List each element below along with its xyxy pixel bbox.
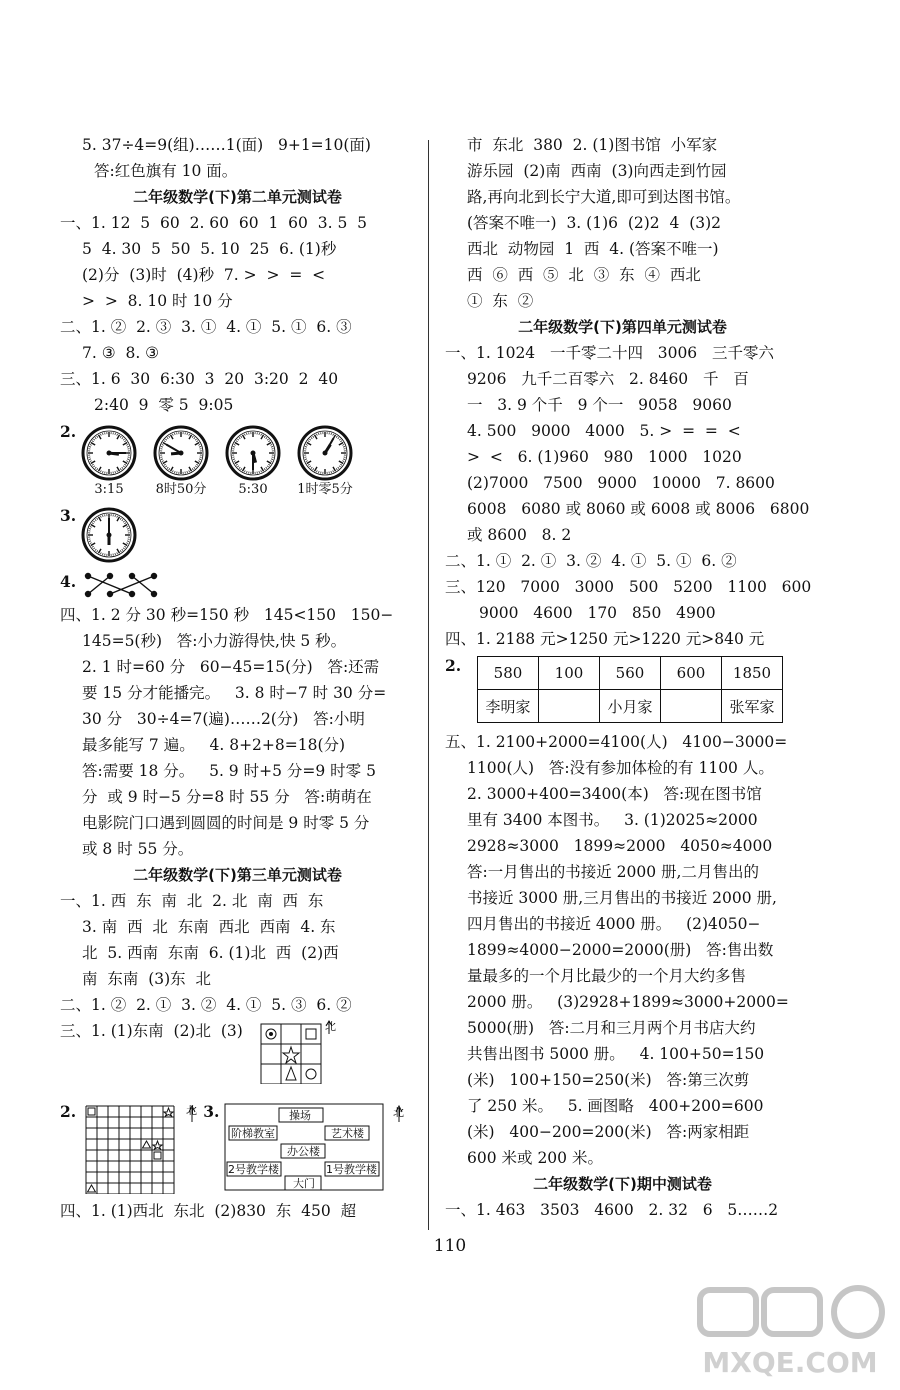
distance-table-answer — [445, 656, 800, 723]
page-number: 110 — [433, 1236, 467, 1256]
clock-time-label: 3:15 — [94, 482, 124, 497]
clock-six — [80, 506, 138, 568]
answer-line: > < 6. (1)960 980 1000 1020 — [467, 448, 742, 466]
section-title: 二年级数学(下)期中测试卷 — [533, 1175, 712, 1193]
answer-line: 3. 南 西 北 东南 西北 西南 4. 东 — [82, 918, 336, 936]
direction-q1 — [60, 1018, 415, 1084]
answer-line: 或 8600 8. 2 — [467, 526, 572, 544]
answer-line: 一、1. 西 东 南 北 2. 北 南 西 东 — [60, 892, 324, 910]
table-cell: 小月家 — [600, 690, 661, 723]
answer-line: 2000 册。 (3)2928+1899≈3000+2000= — [467, 993, 789, 1011]
table-cell: 580 — [478, 657, 539, 690]
answer-line: 四、1. (1)西北 东北 (2)830 东 450 超 — [60, 1202, 357, 1220]
answer-line: > > 8. 10 时 10 分 — [82, 292, 233, 310]
answer-line: 1100(人) 答:没有参加体检的有 1100 人。 — [467, 759, 774, 777]
answer-line: 答:需要 18 分。 5. 9 时+5 分=9 时零 5 — [82, 762, 376, 780]
answer-line: 30 分 30÷4=7(遍)……2(分) 答:小明 — [82, 710, 365, 728]
answer-line: 600 米或 200 米。 — [467, 1149, 603, 1167]
left-lines-2 — [60, 602, 415, 1018]
answer-line: 9000 4600 170 850 4900 — [479, 604, 716, 622]
column-divider — [428, 140, 429, 1230]
answer-line: 二、1. ① 2. ① 3. ② 4. ① 5. ① 6. ② — [445, 552, 737, 570]
answer-line: (米) 100+150=250(米) 答:第三次剪 — [467, 1071, 750, 1089]
answer-line: 了 250 米。 5. 画图略 400+200=600 — [467, 1097, 764, 1115]
clock-face — [152, 424, 210, 482]
answer-line: 量最多的一个月比最少的一个月大约多售 — [467, 967, 747, 985]
answer-line: 里有 3400 本图书。 3. (1)2025≈2000 — [467, 811, 758, 829]
answer-line: 4. 500 9000 4000 5. > = = < — [467, 422, 741, 440]
answer-line: 6008 6080 或 8060 或 6008 或 8006 6800 — [467, 500, 810, 518]
answer-line: 最多能写 7 遍。 4. 8+2+8=18(分) — [82, 736, 346, 754]
map-answers — [60, 1102, 415, 1198]
clock-answer-3 — [60, 506, 415, 568]
matching-answer — [60, 572, 415, 602]
answer-line: 四、1. 2188 元>1250 元>1220 元>840 元 — [445, 630, 765, 648]
answer-line: 共售出图书 5000 册。 4. 100+50=150 — [467, 1045, 765, 1063]
question-number: 4. — [60, 572, 77, 591]
clock-item — [224, 424, 282, 498]
answer-line: (米) 400−200=200(米) 答:两家相距 — [467, 1123, 750, 1141]
clock-face — [80, 506, 138, 564]
table-cell: 600 — [661, 657, 722, 690]
clock-face — [80, 424, 138, 482]
grid-map — [80, 1102, 198, 1194]
question-number: 2. — [60, 1102, 77, 1121]
answer-line: 2928≈3000 1899≈2000 4050≈4000 — [467, 837, 773, 855]
answer-line: 五、1. 2100+2000=4100(人) 4100−3000= — [445, 733, 788, 751]
symbol-grid — [245, 1018, 337, 1084]
answer-line: 书接近 3000 册,三月售出的书接近 2000 册, — [467, 889, 777, 907]
answer-line: 二、1. ② 2. ③ 3. ① 4. ① 5. ① 6. ③ — [60, 318, 352, 336]
right-lines-1 — [445, 132, 812, 652]
answer-line: 一、1. 1024 一千零二十四 3006 三千零六 — [445, 344, 774, 362]
question-number: 3. — [60, 506, 77, 525]
right-column — [445, 132, 812, 1223]
direction-q1-text: 三、1. (1)东南 (2)北 (3) — [60, 1022, 243, 1040]
answer-line: 2. 1 时=60 分 60−45=15(分) 答:还需 — [82, 658, 380, 676]
place-label: 阶梯教室 — [230, 1127, 275, 1140]
answer-line: 7. ③ 8. ③ — [82, 344, 160, 362]
table-cell — [539, 690, 600, 723]
answer-line: (2)分 (3)时 (4)秒 7. > > = < — [82, 266, 326, 284]
answer-line: 5 4. 30 5 50 5. 10 25 6. (1)秒 — [82, 240, 337, 258]
answer-line: 三、120 7000 3000 500 5200 1100 600 — [445, 578, 812, 596]
answer-line: 5. 37÷4=9(组)……1(面) 9+1=10(面) — [82, 136, 371, 154]
answer-line: 四月售出的书接近 4000 册。 (2)4050− — [467, 915, 761, 933]
place-label: 办公楼 — [286, 1145, 320, 1158]
watermark-text: MXQE.COM — [702, 1346, 878, 1379]
answer-line: 答:红色旗有 10 面。 — [94, 162, 238, 180]
watermark-logo — [690, 1282, 890, 1382]
answer-line: 2. 3000+400=3400(本) 答:现在图书馆 — [467, 785, 762, 803]
answer-line: 电影院门口遇到圆圆的时间是 9 时零 5 分 — [82, 814, 370, 832]
clock-face — [224, 424, 282, 482]
answer-line: 5000(册) 答:二月和三月两个月书店大约 — [467, 1019, 756, 1037]
place-label: 操场 — [288, 1109, 311, 1122]
clock-time-label: 1时零5分 — [297, 482, 353, 497]
place-label: 1号教学楼 — [325, 1163, 377, 1176]
section-title: 二年级数学(下)第二单元测试卷 — [133, 188, 342, 206]
answer-line: 游乐园 (2)南 西南 (3)向西走到竹园 — [467, 162, 727, 180]
answer-line: 市 东北 380 2. (1)图书馆 小军家 — [467, 136, 718, 154]
clock-answers — [60, 422, 415, 500]
answer-line: 三、1. 6 30 6:30 3 20 3:20 2 40 — [60, 370, 339, 388]
north-label: 北 — [324, 1020, 336, 1033]
answer-line: (2)7000 7500 9000 10000 7. 8600 — [467, 474, 775, 492]
answer-line: 分 或 9 时−5 分=8 时 55 分 答:萌萌在 — [82, 788, 372, 806]
answer-line: 145=5(秒) 答:小力游得快,快 5 秒。 — [82, 632, 347, 650]
clock-face — [296, 424, 354, 482]
north-label: 北 — [392, 1106, 404, 1119]
answer-line: (答案不唯一) 3. (1)6 (2)2 4 (3)2 — [467, 214, 722, 232]
right-lines-2 — [445, 729, 800, 1223]
answer-line: 9206 九千二百零六 2. 8460 千 百 — [467, 370, 749, 388]
section-title: 二年级数学(下)第三单元测试卷 — [133, 866, 342, 884]
answer-line: 或 8 时 55 分。 — [82, 840, 194, 858]
north-label: 北 — [185, 1104, 197, 1117]
answer-line: 1899≈4000−2000=2000(册) 答:售出数 — [467, 941, 774, 959]
section-title: 二年级数学(下)第四单元测试卷 — [518, 318, 727, 336]
left-column — [60, 132, 415, 1224]
answer-line: 一 3. 9 个千 9 个一 9058 9060 — [467, 396, 732, 414]
clock-time-label: 8时50分 — [155, 482, 207, 497]
answer-line: 北 5. 西南 东南 6. (1)北 西 (2)西 — [82, 944, 339, 962]
clock-item — [296, 424, 354, 498]
matching-lines-diagram — [80, 572, 170, 598]
answer-line: 要 15 分才能播完。 3. 8 时−7 时 30 分= — [82, 684, 387, 702]
school-map — [223, 1102, 415, 1194]
table-cell: 560 — [600, 657, 661, 690]
question-number: 3. — [203, 1102, 220, 1121]
distance-table — [477, 656, 783, 723]
answer-line: 二、1. ② 2. ① 3. ② 4. ① 5. ③ 6. ② — [60, 996, 352, 1014]
answer-line: 西北 动物园 1 西 4. (答案不唯一) — [467, 240, 719, 258]
answer-line: 答:一月售出的书接近 2000 册,二月售出的 — [467, 863, 759, 881]
place-label: 艺术楼 — [330, 1127, 364, 1140]
answer-line: 西 ⑥ 西 ⑤ 北 ③ 东 ④ 西北 — [467, 266, 701, 284]
place-label: 大门 — [292, 1177, 315, 1190]
place-label: 2号教学楼 — [227, 1163, 279, 1176]
table-cell: 李明家 — [478, 690, 539, 723]
clock-item — [80, 424, 138, 498]
answer-line: 一、1. 12 5 60 2. 60 60 1 60 3. 5 5 — [60, 214, 368, 232]
answer-line: 2:40 9 零 5 9:05 — [94, 396, 234, 414]
answer-line: 路,再向北到长宁大道,即可到达图书馆。 — [467, 188, 741, 206]
table-cell: 1850 — [722, 657, 783, 690]
left-lines-1 — [60, 132, 415, 418]
answer-line: 一、1. 463 3503 4600 2. 32 6 5……2 — [445, 1201, 779, 1219]
table-cell: 张军家 — [722, 690, 783, 723]
answer-line: 南 东南 (3)东 北 — [82, 970, 212, 988]
table-cell — [661, 690, 722, 723]
clock-row — [80, 424, 354, 498]
table-cell: 100 — [539, 657, 600, 690]
clock-time-label: 5:30 — [238, 482, 268, 497]
answer-line: ① 东 ② — [467, 292, 534, 310]
answer-line: 四、1. 2 分 30 秒=150 秒 145<150 150− — [60, 606, 394, 624]
question-number: 2. — [60, 422, 77, 441]
clock-item — [152, 424, 210, 498]
question-number: 2. — [445, 656, 462, 675]
